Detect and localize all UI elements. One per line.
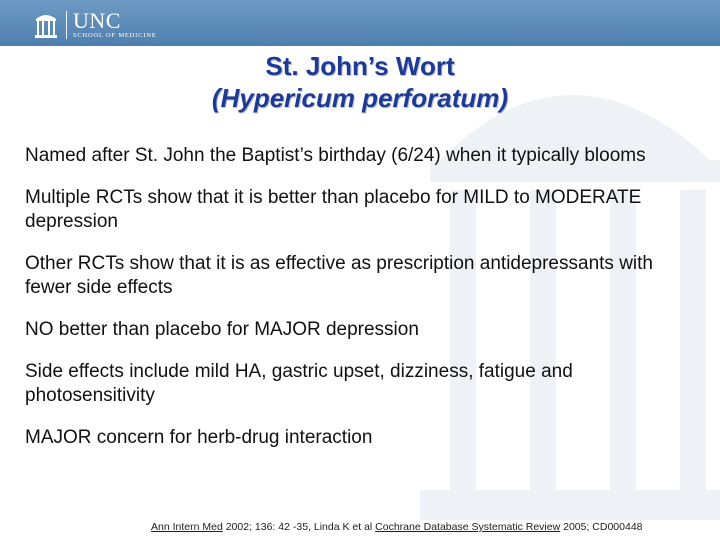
bullet-item: MAJOR concern for herb-drug interaction (25, 427, 373, 448)
bullet-item: NO better than placebo for MAJOR depression (25, 319, 419, 340)
citation (151, 521, 643, 533)
citation-journal-2: Cochrane Database Systematic Review (375, 521, 561, 533)
citation-journal-1: Ann Intern Med (151, 521, 223, 533)
citation-ref-1: 2002; 136: 42 -35, Linda K et al (222, 521, 376, 533)
citation-ref-2: 2005; CD000448 (560, 521, 643, 533)
bullet-item: Named after St. John the Baptist’s birthday (6/24) when it typically blooms (25, 145, 646, 166)
old-well-icon (34, 10, 58, 40)
bullet-list (25, 144, 685, 468)
logo-school-text: SCHOOL OF MEDICINE (73, 31, 157, 39)
bullet-item: Other RCTs show that it is as effective as prescription antidepressants with fewer side effects (25, 253, 653, 298)
logo-unc-text: UNC (73, 7, 121, 33)
bullet-item: Side effects include mild HA, gastric upset, dizziness, fatigue and photosensitivity (25, 361, 573, 406)
title-line-1: St. John’s Wort (265, 51, 455, 81)
title-line-2: (Hypericum perforatum) (211, 83, 509, 113)
logo-divider (66, 11, 67, 39)
slide-title (0, 50, 720, 114)
bullet-item: Multiple RCTs show that it is better than placebo for MILD to MODERATE depression (25, 187, 642, 232)
unc-logo (34, 7, 157, 40)
